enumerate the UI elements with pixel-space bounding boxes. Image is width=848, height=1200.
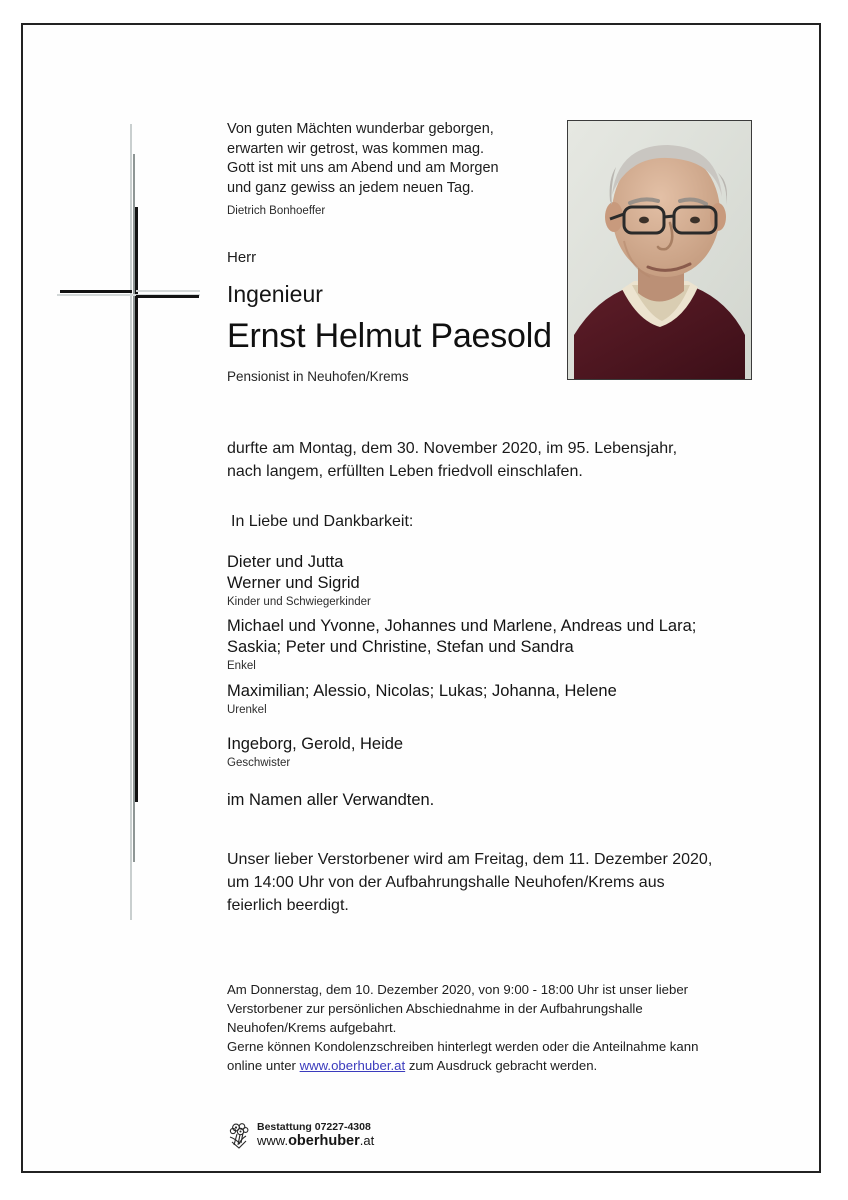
cross-vertical-stub: [135, 207, 138, 295]
family-role: Geschwister: [227, 757, 291, 769]
gratitude-heading: In Liebe und Dankbarkeit:: [231, 513, 414, 530]
footer-company-phone: Bestattung 07227-4308: [257, 1121, 371, 1134]
cross-vertical-light: [130, 124, 132, 920]
memorial-quote: Von guten Mächten wunderbar geborgen, erwarten wir getrost, was kommen mag. Gott ist mit uns am Abend und am Morgen und ganz gewiss an jedem neuen Tag.: [227, 121, 499, 196]
footer-website-main: oberhuber: [288, 1133, 360, 1150]
family-role: Kinder und Schwiegerkinder: [227, 596, 371, 608]
passing-statement: durfte am Montag, dem 30. November 2020, im 95. Lebensjahr, nach langem, erfüllten Leben friedvoll einschlafen.: [227, 440, 678, 480]
footer-website-prefix: www.: [257, 1133, 289, 1149]
family-role: Urenkel: [227, 704, 267, 716]
footer-website-suffix: .at: [359, 1133, 375, 1149]
page-title: Ernst Helmut Paesold: [227, 317, 552, 355]
burial-details: Unser lieber Verstorbener wird am Freitag, dem 11. Dezember 2020, um 14:00 Uhr von der Aufbahrungshalle Neuhofen/Krems aus feierlich beerdigt.: [227, 851, 713, 914]
viewing-text-part2: Gerne können Kondolenzschreiben hinterlegt werden oder die Anteilnahme kann online unter: [227, 1039, 699, 1073]
memorial-card: [21, 23, 821, 1173]
family-role: Enkel: [227, 660, 256, 672]
occupation-line: Pensionist in Neuhofen/Krems: [227, 369, 409, 384]
salutation: Herr: [227, 249, 257, 266]
card-background: [23, 25, 819, 1171]
footer-text-block: [257, 1122, 374, 1149]
family-group: [227, 552, 727, 610]
cross-horizontal-dark-left: [60, 290, 132, 293]
viewing-text-part1: Am Donnerstag, dem 10. Dezember 2020, von 9:00 - 18:00 Uhr ist unser lieber Verstorbener zur persönlichen Abschiednahme in der Aufbahrungshalle Neuhofen/Krems aufgebahrt.: [227, 982, 689, 1035]
portrait-photo: [567, 120, 752, 380]
family-names: Dieter und Jutta Werner und Sigrid: [227, 553, 360, 592]
footer-website[interactable]: [257, 1134, 374, 1149]
cross-horizontal-dark-right: [136, 295, 199, 298]
family-names: Ingeborg, Gerold, Heide: [227, 735, 404, 753]
cross-horizontal-light-right: [136, 290, 200, 292]
all-relatives-line: im Namen aller Verwandten.: [227, 791, 435, 809]
viewing-text-part3: zum Ausdruck gebracht werden.: [405, 1058, 598, 1073]
family-group: [227, 616, 727, 674]
quote-author: Dietrich Bonhoeffer: [227, 205, 326, 217]
family-names: Michael und Yvonne, Johannes und Marlene, Andreas und Lara; Saskia; Peter und Christine, Stefan und Sandra: [227, 617, 697, 656]
funeral-home-footer: [227, 1121, 374, 1151]
flower-bouquet-icon: [227, 1121, 253, 1151]
family-group: [227, 681, 727, 718]
professional-title: Ingenieur: [227, 281, 323, 307]
viewing-details: [227, 980, 737, 1075]
family-names: Maximilian; Alessio, Nicolas; Lukas; Johanna, Helene: [227, 682, 617, 700]
family-group: [227, 734, 727, 771]
oberhuber-website-link[interactable]: www.oberhuber.at: [299, 1058, 406, 1073]
